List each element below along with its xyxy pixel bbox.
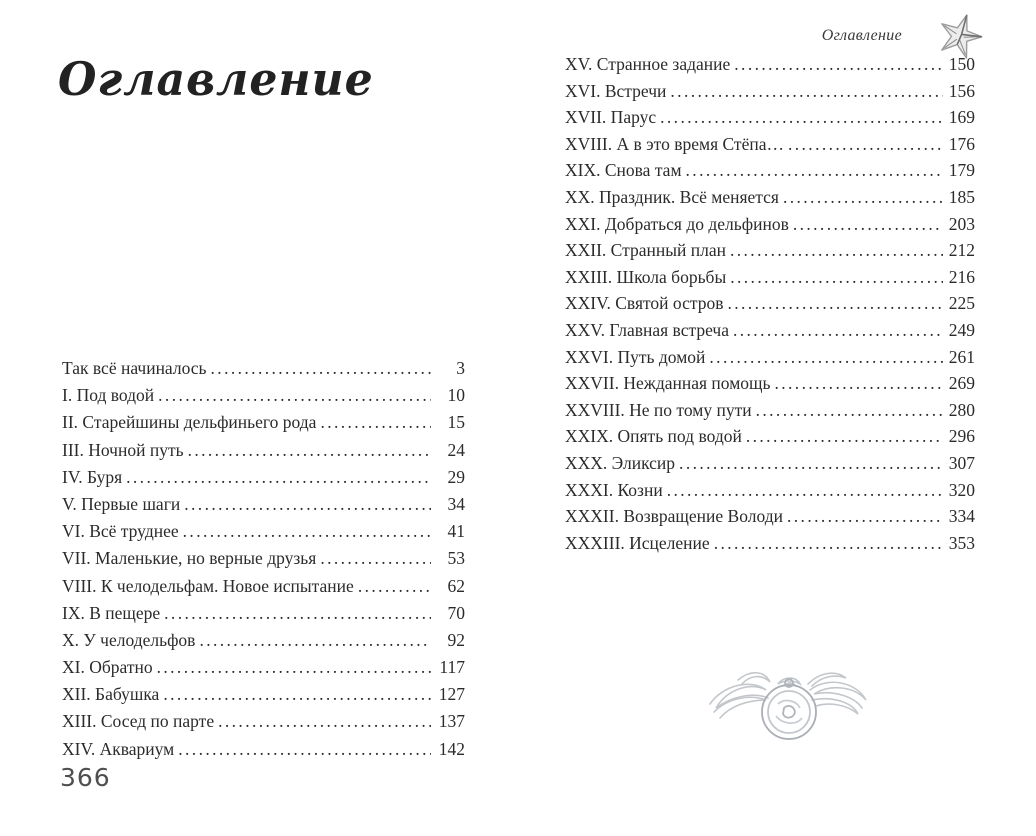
dot-leader <box>788 136 943 154</box>
toc-entry <box>62 659 465 686</box>
page-number: 366 <box>60 763 111 792</box>
toc-entry-page: 53 <box>447 548 465 569</box>
toc-entry-title: VI. Всё труднее <box>62 521 179 542</box>
toc-entry <box>565 399 975 429</box>
toc-entry <box>565 266 975 296</box>
dot-leader <box>783 189 943 207</box>
dot-leader <box>670 83 943 101</box>
toc-entry-page: 216 <box>948 266 975 287</box>
toc-entry-title: XXIV. Святой остров <box>565 293 724 314</box>
toc-entry <box>565 452 975 482</box>
toc-entry-page: 169 <box>948 107 975 128</box>
toc-entry-title: VII. Маленькие, но верные друзья <box>62 548 317 569</box>
toc-entry-page: 41 <box>447 521 465 542</box>
toc-entry-title: XXVI. Путь домой <box>565 346 706 367</box>
toc-entry-title: XXIX. Опять под водой <box>565 426 742 447</box>
dot-leader <box>733 322 943 340</box>
toc-entry-title: Так всё начиналось <box>62 358 207 378</box>
toc-title: Оглавление <box>58 52 374 106</box>
toc-entry-page: 127 <box>438 684 465 705</box>
toc-entry-page: 137 <box>438 711 465 732</box>
toc-entry-title: II. Старейшины дельфиньего рода <box>62 412 317 433</box>
toc-entry-page: 3 <box>456 358 465 378</box>
toc-entry-title: XXXII. Возвращение Володи <box>565 506 783 527</box>
toc-entry <box>565 375 975 402</box>
toc-entry <box>62 387 465 414</box>
dot-leader <box>188 442 431 460</box>
toc-entry-page: 249 <box>948 319 975 340</box>
toc-entry-page: 142 <box>438 738 465 759</box>
dot-leader <box>734 56 943 74</box>
toc-entry-page: 269 <box>948 373 975 394</box>
toc-entry-title: XXII. Странный план <box>565 240 726 261</box>
toc-entry <box>62 493 465 523</box>
dot-leader <box>184 496 431 514</box>
dot-leader <box>218 713 431 731</box>
dot-leader <box>667 482 943 500</box>
dot-leader <box>158 387 431 405</box>
toc-entry-title: XXXI. Козни <box>565 479 663 500</box>
dot-leader <box>774 375 943 393</box>
toc-entry <box>62 686 465 713</box>
toc-entry-title: XXVIII. Не по тому пути <box>565 399 752 420</box>
toc-entry <box>62 602 465 632</box>
toc-entry <box>565 295 975 322</box>
toc-entry <box>565 133 975 163</box>
toc-entry-page: 92 <box>447 629 465 650</box>
toc-entry-title: XXXIII. Исцеление <box>565 532 710 553</box>
toc-entry <box>565 80 975 110</box>
dot-leader <box>709 349 943 367</box>
toc-entry-title: XXIII. Школа борьбы <box>565 266 727 287</box>
dot-leader <box>163 686 430 704</box>
toc-entry <box>62 550 465 577</box>
toc-entry-page: 176 <box>948 133 975 154</box>
toc-entry-page: 185 <box>948 186 975 207</box>
toc-entry-title: VIII. К челодельфам. Новое испытание <box>62 575 354 596</box>
toc-entry-page: 296 <box>948 426 975 447</box>
toc-entry <box>565 428 975 455</box>
running-header-label: Оглавление <box>821 27 902 44</box>
toc-entry <box>62 629 465 659</box>
toc-entry-title: XXV. Главная встреча <box>565 319 729 340</box>
dot-leader <box>211 360 431 378</box>
toc-entry-page: 150 <box>948 54 975 74</box>
toc-entry <box>565 242 975 269</box>
toc-entry-page: 24 <box>447 439 465 460</box>
toc-entry-title: XX. Праздник. Всё меняется <box>565 186 779 207</box>
dot-leader <box>199 632 431 650</box>
toc-entry <box>62 575 465 605</box>
toc-entry <box>565 508 975 535</box>
toc-entry-title: I. Под водой <box>62 385 155 406</box>
toc-entry-page: 62 <box>447 575 465 596</box>
toc-entry-title: XV. Странное задание <box>565 54 731 74</box>
dot-leader <box>320 414 431 432</box>
toc-entry-title: V. Первые шаги <box>62 493 181 514</box>
toc-entry <box>565 56 975 83</box>
toc-entry <box>565 186 975 216</box>
toc-entry-page: 334 <box>948 506 975 527</box>
toc-entry-title: XVI. Встречи <box>565 80 667 101</box>
toc-entry-page: 320 <box>948 479 975 500</box>
dot-leader <box>320 550 431 568</box>
toc-entry-page: 70 <box>447 602 465 623</box>
toc-entry-title: XVII. Парус <box>565 107 657 128</box>
toc-entry-title: XII. Бабушка <box>62 684 160 705</box>
toc-entry-page: 280 <box>948 399 975 420</box>
toc-entry-page: 225 <box>948 293 975 314</box>
toc-entry <box>62 360 465 387</box>
toc-entry <box>565 162 975 189</box>
dot-leader <box>793 216 943 234</box>
toc-entry-page: 15 <box>447 412 465 433</box>
toc-entry <box>62 738 465 768</box>
dot-leader <box>727 295 943 313</box>
dot-leader <box>660 109 943 127</box>
dot-leader <box>183 523 431 541</box>
toc-entry-page: 156 <box>948 80 975 101</box>
dot-leader <box>126 469 431 487</box>
dot-leader <box>756 402 943 420</box>
toc-entry-page: 29 <box>447 466 465 487</box>
toc-entry <box>62 466 465 496</box>
toc-entry <box>565 479 975 509</box>
toc-entry-title: IX. В пещере <box>62 602 161 623</box>
toc-entry-page: 261 <box>948 346 975 367</box>
dot-leader <box>178 741 431 759</box>
toc-entry <box>565 346 975 376</box>
dot-leader <box>686 162 943 180</box>
toc-entry-title: XIII. Сосед по парте <box>62 711 215 732</box>
toc-entry-page: 117 <box>439 657 465 678</box>
toc-entry-title: XVIII. А в это время Стёпа… <box>565 133 784 154</box>
toc-entry <box>565 109 975 136</box>
toc-entry-title: XI. Обратно <box>62 657 153 678</box>
toc-entry-page: 307 <box>948 452 975 473</box>
toc-entry-title: III. Ночной путь <box>62 439 184 460</box>
toc-entry-title: X. У челодельфов <box>62 629 196 650</box>
dot-leader <box>358 578 431 596</box>
toc-entry-title: XXX. Эликсир <box>565 452 676 473</box>
toc-entry <box>62 713 465 740</box>
dot-leader <box>730 242 943 260</box>
toc-entry-title: XXI. Добраться до дельфинов <box>565 213 789 234</box>
dot-leader <box>157 659 431 677</box>
toc-entry <box>565 532 975 562</box>
toc-entry <box>62 414 465 441</box>
dot-leader <box>730 269 943 287</box>
toc-entry-page: 203 <box>948 213 975 234</box>
toc-list-right <box>565 56 975 561</box>
dot-leader <box>679 455 943 473</box>
toc-entry-title: XIX. Снова там <box>565 160 682 181</box>
toc-entry <box>62 439 465 469</box>
toc-entry <box>565 319 975 349</box>
toc-entry-page: 212 <box>948 240 975 261</box>
toc-entry <box>62 523 465 550</box>
dot-leader <box>787 508 943 526</box>
toc-entry-title: XXVII. Нежданная помощь <box>565 373 771 394</box>
medallion-ribbon-sketch-illustration <box>698 642 880 750</box>
toc-entry-title: IV. Буря <box>62 466 123 487</box>
toc-list-left <box>62 360 465 768</box>
toc-entry <box>565 213 975 243</box>
dot-leader <box>746 428 943 446</box>
toc-entry-title: XIV. Аквариум <box>62 738 175 759</box>
dot-leader <box>164 605 431 623</box>
toc-entry-page: 179 <box>948 160 975 181</box>
toc-entry-page: 10 <box>447 385 465 406</box>
toc-entry-page: 34 <box>447 493 465 514</box>
toc-entry-page: 353 <box>948 532 975 553</box>
dot-leader <box>714 535 943 553</box>
